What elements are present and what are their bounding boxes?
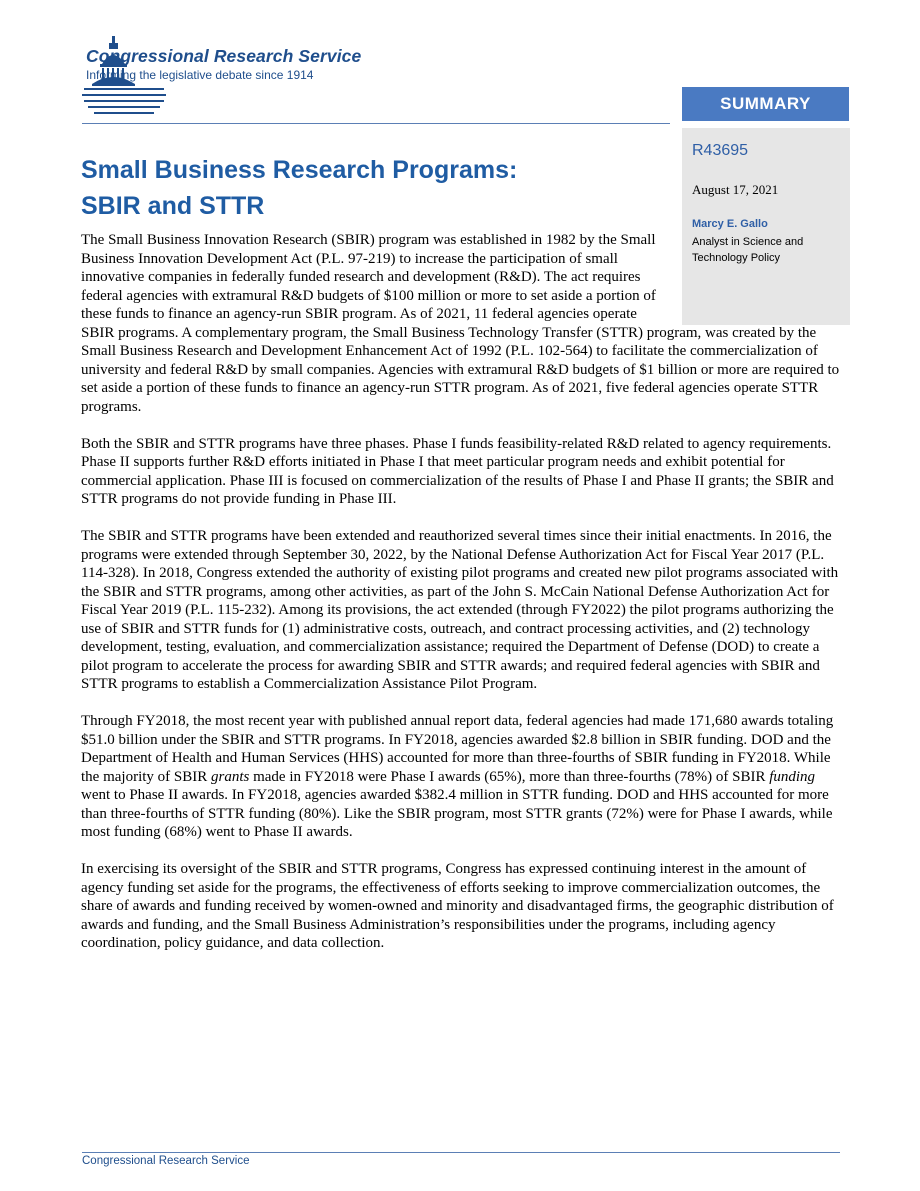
summary-body [81, 231, 841, 971]
paragraph-2: Both the SBIR and STTR programs have three phases. Phase I funds feasibility-related R&D related to agency requirements. Phase II supports further R&D efforts initiated in Phase I that meet particular program needs and exhibit potential for commercial application. Phase III is focused on commercialization of the results of Phase I and Phase II grants; the SBIR and STTR programs do not provide funding in Phase III. [81, 435, 834, 507]
author-title: Analyst in Science and Technology Policy [692, 236, 804, 264]
org-name: Congressional Research Service [86, 46, 362, 66]
title-line-2: SBIR and STTR [81, 192, 265, 220]
summary-tab: SUMMARY [682, 87, 849, 121]
paragraph-3: The SBIR and STTR programs have been extended and reauthorized several times since their initial enactments. In 2016, the programs were extended through September 30, 2022, by the National Defense Authorization Act for Fiscal Year 2017 (P.L. 114-328). In 2018, Congress extended the authority of existing pilot programs and created new pilot programs associated with the SBIR and STTR programs, among other activities, as part of the John S. McCain National Defense Authorization Act for Fiscal Year 2019 (P.L. 115-232). Among its provisions, the act extended (through FY2022) the pilot programs authorizing the use of SBIR and STTR funds for (1) administrative costs, outreach, and contract processing activities, and (2) technology development, testing, evaluation, and commercialization assistance; required the Department of Defense (DOD) to create a pilot program to accelerate the process for awarding SBIR and STTR awards; and required federal agencies with SBIR and STTR programs to establish a Commercialization Assistance Pilot Program. [81, 528, 839, 692]
footer-text: Congressional Research Service [82, 1155, 250, 1167]
report-id: R43695 [692, 142, 749, 159]
report-date: August 17, 2021 [692, 182, 779, 197]
paragraph-1: The Small Business Innovation Research (SBIR) program was established in 1982 by the Small Business Innovation Development Act (P.L. 97-219) to increase the participation of small innovative companies in federally funded research and development (R&D). The act requires federal agencies with extramural R&D budgets of $100 million or more to set aside a portion of these funds to finance an agency-run SBIR program. As of 2021, 11 federal agencies operate SBIR programs. A complementary program, the Small Business Technology Transfer (STTR) program, was created by the Small Business Research and Development Enhancement Act of 1992 (P.L. 102-564) to facilitate the commercialization of university and federal R&D by small companies. Agencies with extramural R&D budgets of $1 billion or more are required to set aside a portion of these funds to finance an agency-run STTR program. As of 2021, five federal agencies operate STTR programs. [81, 232, 840, 415]
footer-divider [82, 1152, 840, 1153]
paragraph-5: In exercising its oversight of the SBIR and STTR programs, Congress has expressed continuing interest in the amount of agency funding set aside for the programs, the effectiveness of efforts seeking to improve commercialization outcomes, the share of awards and funding received by women-owned and minority and disadvantaged firms, the geographic distribution of awards and funding, and the Small Business Administration’s responsibilities under the programs, including agency coordination, policy guidance, and data collection. [81, 861, 834, 951]
title-line-1: Small Business Research Programs: [81, 156, 518, 184]
paragraph-4-part-c: went to Phase II awards. In FY2018, agencies awarded $382.4 million in STTR funding. DOD and HHS accounted for more than three-fourths of STTR funding (80%). Like the SBIR program, most STTR grants (72%) were for Phase I awards, while most funding (68%) went to Phase II awards. [81, 787, 833, 840]
paragraph-4-part-b: made in FY2018 were Phase I awards (65%), more than three-fourths (78%) of SBIR [249, 768, 770, 785]
paragraph-4-part-a: Through FY2018, the most recent year with published annual report data, federal agencies had made 171,680 awards totaling $51.0 billion under the SBIR and STTR programs. In FY2018, agencies awarded $2.8 billion in SBIR funding. DOD and the Department of Health and Human Services (HHS) accounted for more than three-fourths of SBIR funding in FY2018. While the majority of SBIR [81, 713, 834, 785]
sidebar-wrap-spacer [666, 231, 841, 313]
org-tagline: Informing the legislative debate since 1914 [86, 68, 314, 82]
emphasis-grants: grants [211, 768, 250, 785]
emphasis-funding: funding [769, 768, 816, 785]
page-title [81, 152, 601, 224]
author-name: Marcy E. Gallo [692, 218, 768, 230]
header-divider [82, 123, 670, 124]
paragraph-4 [81, 712, 841, 842]
